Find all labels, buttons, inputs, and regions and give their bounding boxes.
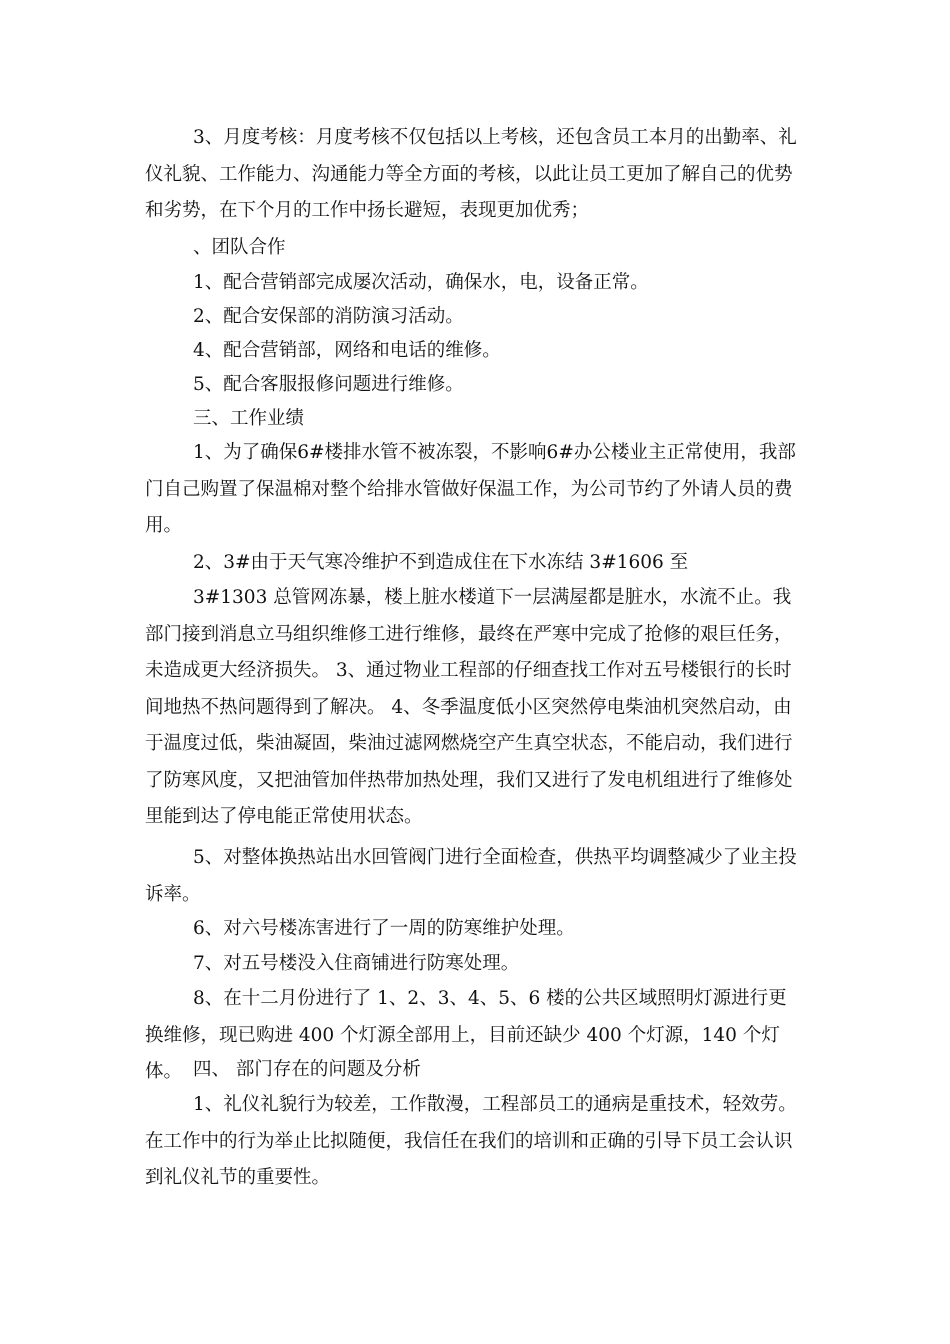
paragraph-monthly-assessment: 3、月度考核：月度考核不仅包括以上考核，还包含员工本月的出勤率、礼仪礼貌、工作能力、沟通能力等全方面的考核，以此让员工更加了解自己的优势和劣势，在下个月的工作中扬长避短，表现更加优秀； [145, 127, 797, 221]
list-item: 2、3#由于天气寒冷维护不到造成住在下水冻结 3#1606 至 [193, 552, 689, 573]
heading-teamwork: 、团队合作 [193, 237, 286, 258]
list-item: 6、对六号楼冻害进行了一周的防寒维护处理。 [193, 918, 575, 939]
list-item: 1、为了确保6#楼排水管不被冻裂，不影响6#办公楼业主正常使用，我部门自己购置了保温棉对整个给排水管做好保温工作，为公司节约了外请人员的费用。 [145, 442, 796, 536]
list-item: 8、在十二月份进行了 1、2、3、4、5、6 楼的公共区域照明灯源进行更换维修，现已购进 400 个灯源全部用上，目前还缺少 400 个灯源，140 个灯体。 [145, 988, 787, 1082]
list-item: 5、配合客服报修问题进行维修。 [193, 374, 464, 395]
heading-work-achievements: 三、工作业绩 [193, 408, 305, 429]
list-item: 1、礼仪礼貌行为较差，工作散漫，工程部员工的通病是重技术，轻效劳。在工作中的行为举止比拟随便，我信任在我们的培训和正确的引导下员工会认识到礼仪礼节的重要性。 [145, 1094, 797, 1188]
list-item: 2、配合安保部的消防演习活动。 [193, 306, 464, 327]
list-item: 3#1303 总管网冻暴，楼上脏水楼道下一层满屋都是脏水，水流不止。我部门接到消息立马组织维修工进行维修，最终在严寒中完成了抢修的艰巨任务，未造成更大经济损失。 3、通过物业工程部的仔细查找工作对五号楼银行的长时间地热不热问题得到了解决。 4、冬季温度低小区突然停电柴油机突然启动，由于温度过低，柴油凝固，柴油过滤网燃烧空产生真空状态，不能启动，我们进行了防寒风度，又把油管加伴热带加热处理，我们又进行了发电机组进行了维修处里能到达了停电能正常使用状态。 [145, 587, 793, 827]
list-item: 4、配合营销部，网络和电话的维修。 [193, 340, 501, 361]
list-item: 1、配合营销部完成屡次活动，确保水，电，设备正常。 [193, 272, 649, 293]
list-item: 5、对整体换热站出水回管阀门进行全面检查，供热平均调整减少了业主投诉率。 [145, 847, 797, 905]
heading-department-problems: 四、 部门存在的问题及分析 [193, 1059, 421, 1080]
list-item: 7、对五号楼没入住商铺进行防寒处理。 [193, 953, 520, 974]
